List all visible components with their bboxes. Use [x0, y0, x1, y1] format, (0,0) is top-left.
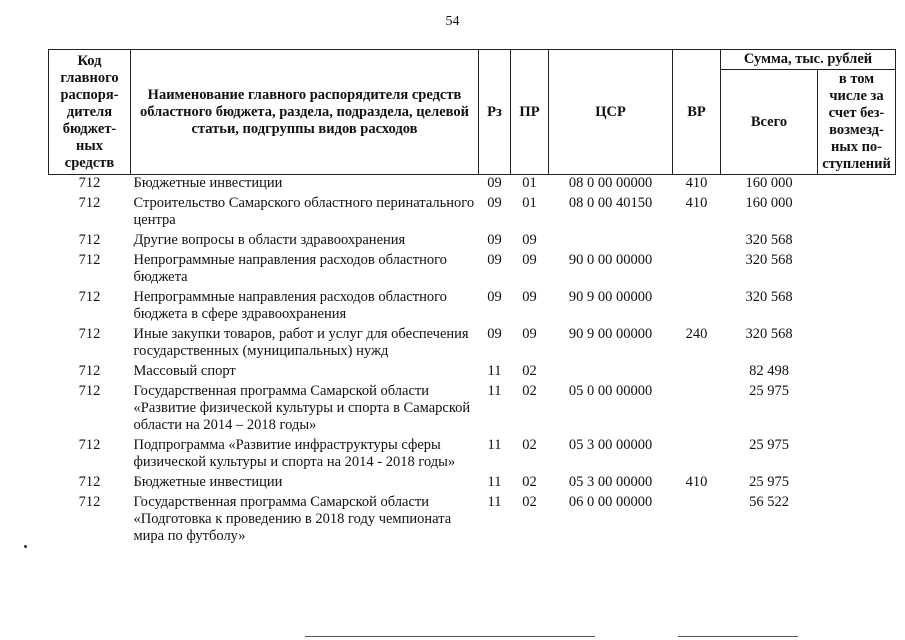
- row-total: 25 975: [749, 437, 789, 453]
- header-name: Наименование главного распорядителя средств областного бюджета, раздела, подраздела, целевой статьи, подгруппы видов расходов: [131, 50, 479, 175]
- row-name: Непрограммные направления расходов областного бюджета: [133, 252, 447, 285]
- row-vr: [673, 494, 721, 548]
- row-name: Государственная программа Самарской области «Подготовка к проведению в 2018 году чемпионата мира по футболу»: [133, 494, 452, 544]
- row-csr: 08 0 00 40150: [568, 195, 653, 211]
- budget-table: [48, 49, 896, 548]
- row-name: Массовый спорт: [133, 363, 236, 379]
- row-code: 712: [78, 175, 101, 191]
- row-gratuitous: [818, 437, 896, 474]
- row-vr: [673, 252, 721, 289]
- row-csr: 05 0 00 00000: [568, 383, 653, 399]
- row-rz: 09: [487, 232, 502, 248]
- row-gratuitous: [818, 494, 896, 548]
- footer-rule-left: [305, 636, 595, 637]
- row-rz: 11: [487, 383, 502, 399]
- row-total: 160 000: [745, 195, 793, 211]
- row-code: 712: [78, 494, 101, 510]
- table-row: [49, 383, 896, 437]
- row-vr: [673, 383, 721, 437]
- row-pr: 02: [522, 383, 537, 399]
- row-vr: [673, 232, 721, 252]
- row-vr: 410: [685, 474, 708, 490]
- row-rz: 11: [487, 437, 502, 453]
- row-csr: 05 3 00 00000: [568, 437, 653, 453]
- row-gratuitous: [818, 363, 896, 383]
- row-gratuitous: [818, 474, 896, 494]
- page-number: 54: [445, 14, 460, 29]
- row-code: 712: [78, 363, 101, 379]
- table-row: [49, 232, 896, 252]
- row-name: Непрограммные направления расходов областного бюджета в сфере здравоохранения: [133, 289, 447, 322]
- row-pr: 09: [522, 252, 537, 268]
- header-rz: Рз: [479, 50, 511, 175]
- row-pr: 02: [522, 494, 537, 510]
- row-vr: 240: [685, 326, 708, 342]
- header-sum: Сумма, тыс. рублей: [721, 50, 896, 70]
- row-csr: 90 9 00 00000: [568, 326, 653, 342]
- row-pr: 01: [522, 195, 537, 211]
- table-row: [49, 252, 896, 289]
- row-vr: 410: [685, 175, 708, 191]
- row-name: Иные закупки товаров, работ и услуг для обеспечения государственных (муниципальных) нужд: [133, 326, 469, 359]
- row-csr: 06 0 00 00000: [568, 494, 653, 510]
- row-csr: [549, 363, 673, 383]
- row-pr: 02: [522, 474, 537, 490]
- row-csr: 05 3 00 00000: [568, 474, 653, 490]
- row-pr: 02: [522, 363, 537, 379]
- row-pr: 09: [522, 232, 537, 248]
- row-gratuitous: [818, 326, 896, 363]
- row-pr: 09: [522, 326, 537, 342]
- header-total: Всего: [721, 70, 818, 175]
- row-pr: 09: [522, 289, 537, 305]
- row-vr: [673, 289, 721, 326]
- row-rz: 09: [487, 175, 502, 191]
- row-pr: 02: [522, 437, 537, 453]
- row-total: 320 568: [745, 252, 793, 268]
- row-name: Государственная программа Самарской области «Развитие физической культуры и спорта в Самарской области на 2014 – 2018 годы»: [133, 383, 471, 433]
- table-row: [49, 175, 896, 196]
- row-csr: 08 0 00 00000: [568, 175, 653, 191]
- row-rz: 09: [487, 289, 502, 305]
- table-row: [49, 363, 896, 383]
- row-code: 712: [78, 437, 101, 453]
- header-code: Код главного распоря-дителя бюджет-ных средств: [49, 50, 131, 175]
- row-code: 712: [78, 252, 101, 268]
- header-vr: ВР: [673, 50, 721, 175]
- row-name: Другие вопросы в области здравоохранения: [133, 232, 406, 248]
- row-code: 712: [78, 232, 101, 248]
- table-row: [49, 494, 896, 548]
- header-gratuitous: в том числе за счет без-возмезд-ных по-ступлений: [818, 70, 896, 175]
- table-body: [49, 175, 896, 549]
- row-gratuitous: [818, 252, 896, 289]
- row-total: 25 975: [749, 383, 789, 399]
- row-gratuitous: [818, 383, 896, 437]
- row-code: 712: [78, 474, 101, 490]
- row-gratuitous: [818, 195, 896, 232]
- row-code: 712: [78, 195, 101, 211]
- row-rz: 11: [487, 363, 502, 379]
- row-total: 320 568: [745, 326, 793, 342]
- table-row: [49, 289, 896, 326]
- row-total: 82 498: [749, 363, 789, 379]
- row-vr: [673, 437, 721, 474]
- row-name: Бюджетные инвестиции: [133, 175, 283, 191]
- row-vr: 410: [685, 195, 708, 211]
- row-gratuitous: [818, 175, 896, 196]
- row-pr: 01: [522, 175, 537, 191]
- scan-dot: [24, 545, 27, 548]
- row-total: 25 975: [749, 474, 789, 490]
- footer-rule-right: [678, 636, 798, 637]
- row-rz: 09: [487, 252, 502, 268]
- row-gratuitous: [818, 289, 896, 326]
- row-rz: 11: [487, 474, 502, 490]
- table-row: [49, 195, 896, 232]
- row-total: 160 000: [745, 175, 793, 191]
- row-code: 712: [78, 289, 101, 305]
- row-code: 712: [78, 326, 101, 342]
- row-rz: 09: [487, 195, 502, 211]
- row-rz: 11: [487, 494, 502, 510]
- table-header-row: [49, 50, 896, 70]
- row-gratuitous: [818, 232, 896, 252]
- row-total: 56 522: [749, 494, 789, 510]
- table-row: [49, 437, 896, 474]
- row-name: Бюджетные инвестиции: [133, 474, 283, 490]
- header-pr: ПР: [511, 50, 549, 175]
- header-csr: ЦСР: [549, 50, 673, 175]
- row-csr: 90 0 00 00000: [568, 252, 653, 268]
- row-total: 320 568: [745, 289, 793, 305]
- row-csr: [549, 232, 673, 252]
- row-total: 320 568: [745, 232, 793, 248]
- row-rz: 09: [487, 326, 502, 342]
- table-row: [49, 474, 896, 494]
- row-vr: [673, 363, 721, 383]
- row-name: Строительство Самарского областного перинатального центра: [133, 195, 475, 228]
- table-row: [49, 326, 896, 363]
- row-code: 712: [78, 383, 101, 399]
- row-csr: 90 9 00 00000: [568, 289, 653, 305]
- row-name: Подпрограмма «Развитие инфраструктуры сферы физической культуры и спорта на 2014 - 2018 годы»: [133, 437, 456, 470]
